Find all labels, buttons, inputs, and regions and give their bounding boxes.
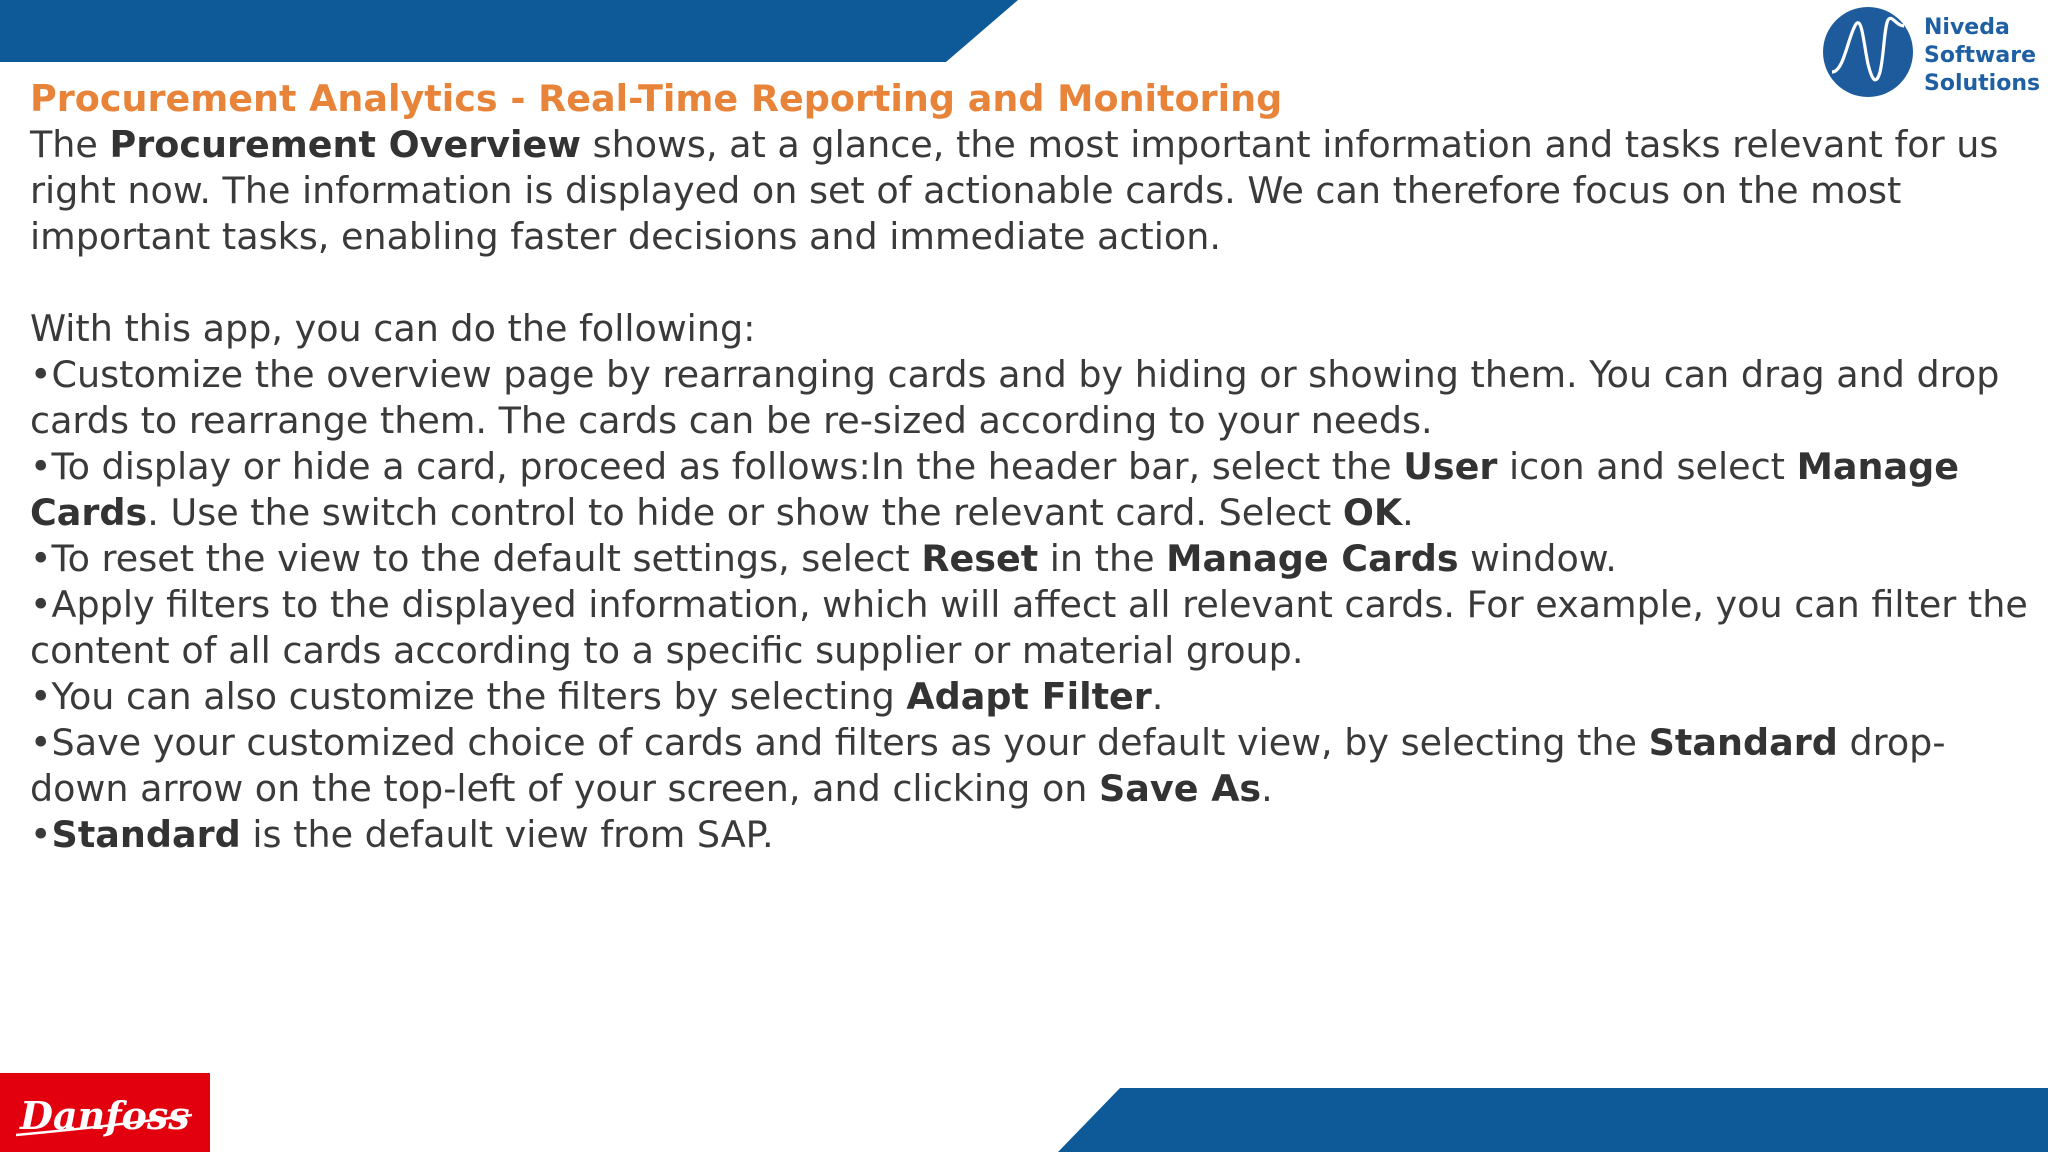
- bullet-text: .: [1402, 491, 1414, 534]
- danfoss-logo: [0, 1073, 210, 1152]
- danfoss-wordmark-text: Danfoss: [20, 1093, 190, 1138]
- niveda-line-1: Niveda: [1924, 15, 2010, 40]
- bullet-keyword: Manage Cards: [30, 445, 1960, 534]
- bullet-standard-default: [30, 812, 2030, 858]
- bullet-adapt-filter: [30, 674, 2030, 720]
- bullet-keyword: Standard: [51, 813, 241, 856]
- bottom-banner-band: [1058, 1088, 2048, 1152]
- bullet-customize: [30, 352, 2030, 444]
- bullet-text: is the default view from SAP.: [240, 813, 774, 856]
- bullet-save-view: [30, 720, 2030, 812]
- bullet-keyword: Reset: [921, 537, 1039, 580]
- bullet-text: •: [30, 813, 52, 856]
- lead-sentence: With this app, you can do the following:: [30, 307, 756, 350]
- bullet-text: icon and select: [1497, 445, 1797, 488]
- bullet-text: •Customize the overview page by rearranging cards and by hiding or showing them. You can drag and drop cards to rearrange them. The cards can be re-sized according to your needs.: [30, 353, 2000, 442]
- bullet-text: •To reset the view to the default settings, select: [30, 537, 922, 580]
- danfoss-wordmark-icon: [0, 1073, 210, 1152]
- intro-bold-term: Procurement Overview: [109, 123, 581, 166]
- slide-content: [30, 76, 2030, 858]
- bullet-keyword: Adapt Filter: [906, 675, 1152, 718]
- bullet-text: window.: [1458, 537, 1617, 580]
- bullet-display-hide: [30, 444, 2030, 536]
- intro-paragraph: [30, 122, 2030, 260]
- slide-title: Procurement Analytics - Real-Time Reporting and Monitoring: [30, 77, 1283, 120]
- bullet-text: •To display or hide a card, proceed as follows:In the header bar, select the: [30, 445, 1404, 488]
- bullet-text: .: [1261, 767, 1273, 810]
- bullet-text: •Apply filters to the displayed information, which will affect all relevant cards. For example, you can filter the content of all cards according to a specific supplier or material group.: [30, 583, 2028, 672]
- paragraph-spacer: [30, 260, 2030, 306]
- bullet-keyword: Standard: [1648, 721, 1838, 764]
- bullet-text: •Save your customized choice of cards and filters as your default view, by selecting the: [30, 721, 1649, 764]
- bullet-text: in the: [1038, 537, 1167, 580]
- niveda-line-3: Solutions: [1924, 71, 2041, 96]
- bullet-text: drop-down arrow on the top-left of your screen, and clicking on: [30, 721, 1946, 810]
- intro-text-1: The: [30, 123, 110, 166]
- bullet-reset: [30, 536, 2030, 582]
- bullet-text: . Use the switch control to hide or show the relevant card. Select: [147, 491, 1343, 534]
- bullet-keyword: User: [1403, 445, 1498, 488]
- niveda-line-2: Software: [1924, 43, 2036, 68]
- bullet-keyword: Save As: [1099, 767, 1262, 810]
- intro-text-2: shows, at a glance, the most important information and tasks relevant for us right now. The information is displayed on set of actionable cards. We can therefore focus on the most important tasks, enabling faster decisions and immediate action.: [30, 123, 1999, 258]
- bullet-keyword: OK: [1342, 491, 1403, 534]
- bullet-keyword: Manage Cards: [1166, 537, 1459, 580]
- bullet-apply-filters: [30, 582, 2030, 674]
- bullet-text: •You can also customize the filters by selecting: [30, 675, 907, 718]
- bullet-text: .: [1151, 675, 1164, 718]
- top-banner-band: [0, 0, 1020, 64]
